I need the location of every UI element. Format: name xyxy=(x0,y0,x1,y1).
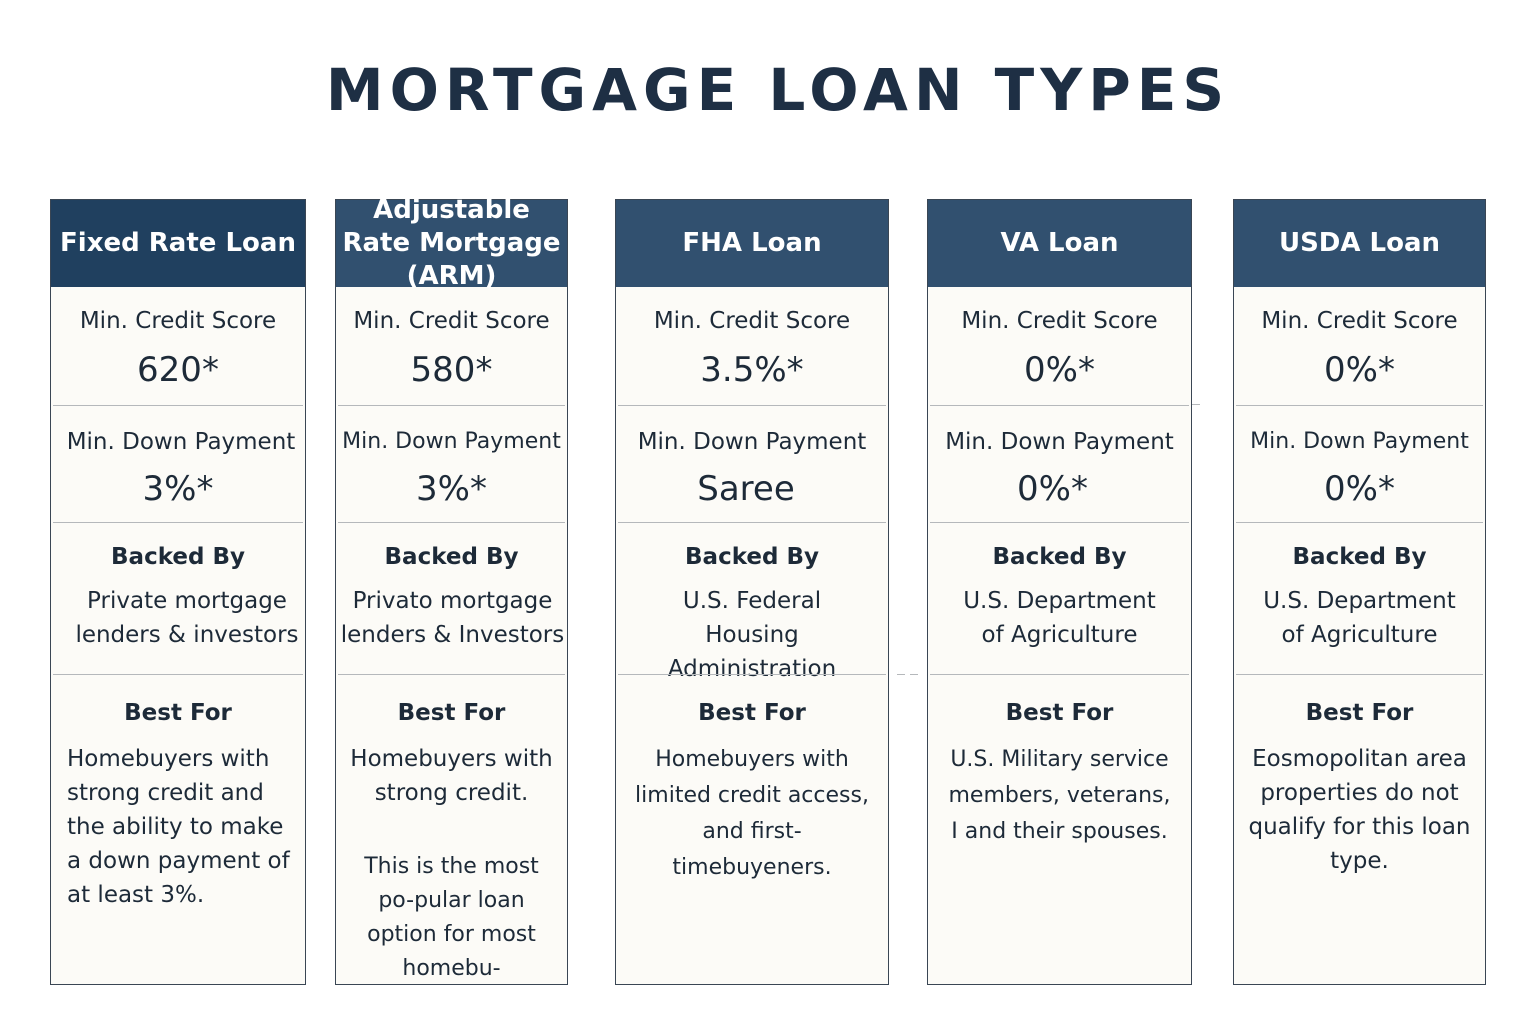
backed-by-text: Privato mortgage lenders & Investors xyxy=(340,588,565,648)
section-divider xyxy=(1236,674,1483,675)
loan-card-fha xyxy=(615,199,889,985)
section-divider xyxy=(53,522,303,523)
credit-score-value: 3.5%* xyxy=(700,350,804,390)
best-for-text: Eosmopolitan area properties do not qualify for this loan type. xyxy=(1248,746,1471,874)
backed-by-text: U.S. Department of Agriculture xyxy=(1263,588,1456,648)
section-divider xyxy=(618,522,886,523)
loan-card-fixed-rate xyxy=(50,199,306,985)
section-divider xyxy=(1236,522,1483,523)
down-payment-value: 3%* xyxy=(416,469,487,509)
backed-by-label: Backed By xyxy=(992,544,1127,570)
section-divider xyxy=(53,405,303,406)
section-divider xyxy=(618,674,886,675)
best-for-label: Best For xyxy=(1305,700,1414,726)
down-payment-label: Min. Down Payment xyxy=(637,429,867,455)
section-divider xyxy=(338,674,565,675)
credit-score-value: 0%* xyxy=(1024,350,1095,390)
credit-score-label: Min. Credit Score xyxy=(353,308,550,334)
backed-by-text: U.S. Federal Housing Administration xyxy=(667,588,837,682)
page-title: MORTGAGE LOAN TYPES xyxy=(325,56,1231,124)
divider-fragment xyxy=(897,674,905,675)
backed-by-label: Backed By xyxy=(685,544,819,570)
backed-by-text: U.S. Department of Agriculture xyxy=(963,588,1156,648)
down-payment-value: 3%* xyxy=(142,469,214,509)
loan-card-header: Adjustable Rate Mortgage (ARM) xyxy=(336,200,567,287)
down-payment-label: Min. Down Payment xyxy=(1250,429,1469,454)
loan-card-va xyxy=(927,199,1192,985)
down-payment-label: Min. Down Payment xyxy=(945,429,1174,455)
loan-card-header: USDA Loan xyxy=(1234,200,1485,287)
credit-score-label: Min. Credit Score xyxy=(79,308,277,334)
credit-score-label: Min. Credit Score xyxy=(961,308,1158,334)
backed-by-label: Backed By xyxy=(1292,544,1427,570)
divider-fragment xyxy=(1192,404,1200,405)
best-for-label: Best For xyxy=(698,700,806,726)
loan-card-usda xyxy=(1233,199,1486,985)
best-for-text: U.S. Military service members, veterans, I and their spouses. xyxy=(948,747,1171,844)
down-payment-label: Min. Down Payment xyxy=(66,429,296,455)
credit-score-value: 580* xyxy=(410,350,493,390)
section-divider xyxy=(338,405,565,406)
section-divider xyxy=(618,405,886,406)
section-divider xyxy=(930,405,1189,406)
credit-score-label: Min. Credit Score xyxy=(653,308,851,334)
loan-card-header: VA Loan xyxy=(928,200,1191,287)
credit-score-value: 620* xyxy=(137,350,219,390)
best-for-label: Best For xyxy=(397,700,506,726)
section-divider xyxy=(338,522,565,523)
section-divider xyxy=(53,674,303,675)
credit-score-label: Min. Credit Score xyxy=(1261,308,1458,334)
backed-by-label: Backed By xyxy=(384,544,519,570)
down-payment-value: Saree xyxy=(697,469,795,509)
best-for-text: Homebuyers with limited credit access, and first-timebuyeners. xyxy=(635,747,869,880)
divider-fragment xyxy=(910,674,918,675)
loan-card-header: Fixed Rate Loan xyxy=(51,200,305,287)
down-payment-value: 0%* xyxy=(1017,469,1088,509)
best-for-label: Best For xyxy=(124,700,232,726)
section-divider xyxy=(930,674,1189,675)
best-for-text: Homebuyers with strong credit and the ability to make a down payment of at least 3%. xyxy=(67,746,290,908)
down-payment-label: Min. Down Payment xyxy=(342,429,561,454)
backed-by-label: Backed By xyxy=(111,544,245,570)
down-payment-value: 0%* xyxy=(1324,469,1395,509)
backed-by-text: Private mortgage lenders & investors xyxy=(75,588,299,648)
best-for-label: Best For xyxy=(1005,700,1114,726)
credit-score-value: 0%* xyxy=(1324,350,1395,390)
loan-card-header: FHA Loan xyxy=(616,200,888,287)
section-divider xyxy=(1236,405,1483,406)
loan-card-arm xyxy=(335,195,568,985)
best-for-text: Homebuyers with strong credit. xyxy=(350,746,553,806)
section-divider xyxy=(930,522,1189,523)
best-for-note: This is the most po-pular loan option for most homebu- xyxy=(364,854,539,981)
